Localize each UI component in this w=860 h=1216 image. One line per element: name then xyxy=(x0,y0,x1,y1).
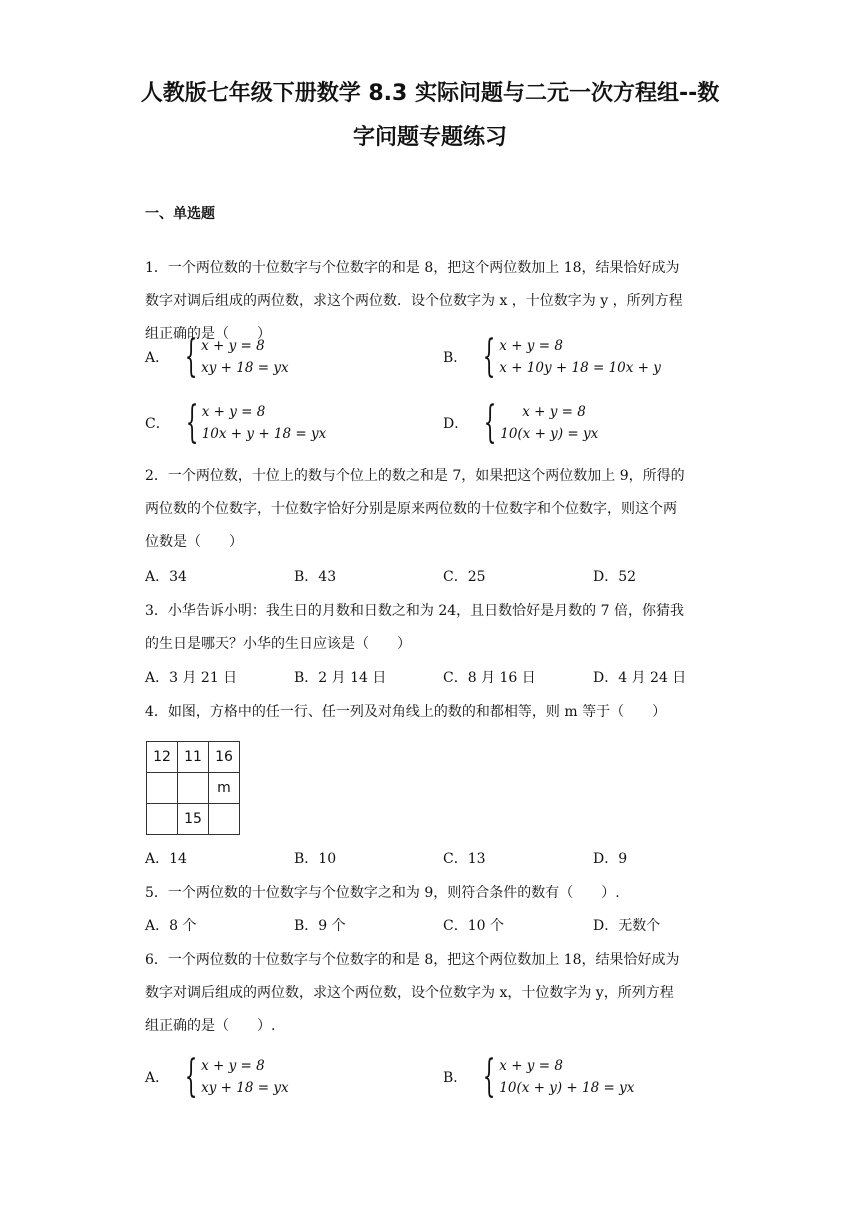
equation: x + y = 8 xyxy=(201,1058,265,1074)
equation-system: { x + y = 8 xy + 18 = yx xyxy=(184,331,289,382)
page-title-line1: 人教版七年级下册数学 8.3 实际问题与二元一次方程组--数 xyxy=(140,81,720,106)
equation: 10(x + y) = yx xyxy=(500,426,599,442)
q2-option-d[interactable]: D．52 xyxy=(593,569,637,585)
q4-option-b[interactable]: B．10 xyxy=(294,851,337,867)
option-label: B． xyxy=(443,350,468,366)
equation-system: { x + y = 8 x + 10y + 18 = 10x + y xyxy=(482,331,661,382)
q3-option-d[interactable]: D．4 月 24 日 xyxy=(593,670,687,686)
magic-square-grid xyxy=(146,741,240,835)
equation: x + y = 8 xyxy=(201,338,265,354)
q4-line1: 4．如图，方格中的任一行、任一列及对角线上的数的和都相等，则 m 等于（ ） xyxy=(145,704,667,720)
q1-option-c[interactable] xyxy=(145,397,327,448)
q6-option-a[interactable] xyxy=(145,1051,289,1102)
q5-option-b[interactable]: B．9 个 xyxy=(294,918,346,934)
q2-line1: 2．一个两位数，十位上的数与个位上的数之和是 7，如果把这个两位数加上 9，所得的 xyxy=(145,468,685,484)
q2-line2: 两位数的个位数字，十位数字恰好分别是原来两位数的十位数字和个位数字，则这个两 xyxy=(145,501,677,517)
q2-option-b[interactable]: B．43 xyxy=(294,569,337,585)
equation-system: { x + y = 8 10(x + y) + 18 = yx xyxy=(482,1051,635,1102)
grid-cell: m xyxy=(209,773,240,804)
q3-line2: 的生日是哪天？小华的生日应该是（ ） xyxy=(145,636,411,652)
q1-line1: 1．一个两位数的十位数字与个位数字的和是 8，把这个两位数加上 18，结果恰好成为 xyxy=(145,260,680,276)
equation-system: { x + y = 8 10(x + y) = yx xyxy=(483,397,599,448)
q2-option-c[interactable]: C．25 xyxy=(443,569,486,585)
q3-option-b[interactable]: B．2 月 14 日 xyxy=(294,670,387,686)
grid-cell: 12 xyxy=(147,742,178,773)
equation: xy + 18 = yx xyxy=(201,360,289,376)
equation: xy + 18 = yx xyxy=(201,1080,289,1096)
option-label: A． xyxy=(145,350,170,366)
equation: x + y = 8 xyxy=(499,338,563,354)
q3-option-c[interactable]: C．8 月 16 日 xyxy=(443,670,536,686)
equation: x + 10y + 18 = 10x + y xyxy=(499,360,661,376)
equation: x + y = 8 xyxy=(499,1058,563,1074)
equation: x + y = 8 xyxy=(201,404,266,420)
grid-cell xyxy=(178,773,209,804)
q3-line1: 3．小华告诉小明：我生日的月数和日数之和为 24，且日数恰好是月数的 7 倍，你猜我 xyxy=(145,603,684,619)
q4-option-a[interactable]: A．14 xyxy=(145,851,187,867)
q6-line2: 数字对调后组成的两位数，求这个两位数，设个位数字为 x，十位数字为 y，所列方程 xyxy=(145,985,674,1001)
q6-line1: 6．一个两位数的十位数字与个位数字的和是 8，把这个两位数加上 18，结果恰好成为 xyxy=(145,952,680,968)
grid-cell xyxy=(209,804,240,835)
equation: 10(x + y) + 18 = yx xyxy=(499,1080,635,1096)
grid-cell: 16 xyxy=(209,742,240,773)
q4-option-c[interactable]: C．13 xyxy=(443,851,486,867)
q1-line3: 组正确的是（ ） xyxy=(145,326,271,342)
equation-system: { x + y = 8 10x + y + 18 = yx xyxy=(185,397,327,448)
option-label: A． xyxy=(145,1070,170,1086)
q3-option-a[interactable]: A．3 月 21 日 xyxy=(145,670,238,686)
equation: 10x + y + 18 = yx xyxy=(201,426,327,442)
option-label: C． xyxy=(145,416,170,432)
grid-cell xyxy=(147,804,178,835)
grid-cell xyxy=(147,773,178,804)
grid-cell: 15 xyxy=(178,804,209,835)
q6-option-b[interactable] xyxy=(443,1051,635,1102)
q1-line2: 数字对调后组成的两位数，求这个两位数．设个位数字为 x ，十位数字为 y ，所列方程 xyxy=(145,293,683,309)
q5-option-a[interactable]: A．8 个 xyxy=(145,918,197,934)
equation: x + y = 8 xyxy=(522,404,586,420)
q5-line1: 5．一个两位数的十位数字与个位数字之和为 9，则符合条件的数有（ ）. xyxy=(145,885,620,901)
page-title-line2: 字问题专题练习 xyxy=(352,125,507,150)
q2-option-a[interactable]: A．34 xyxy=(145,569,187,585)
q2-line3: 位数是（ ） xyxy=(145,534,243,550)
option-label: D． xyxy=(443,416,469,432)
section-heading: 一、单选题 xyxy=(145,206,215,222)
q5-option-d[interactable]: D．无数个 xyxy=(593,918,661,934)
q5-option-c[interactable]: C．10 个 xyxy=(443,918,504,934)
q1-option-d[interactable] xyxy=(443,397,599,448)
grid-cell: 11 xyxy=(178,742,209,773)
q6-line3: 组正确的是（ ）. xyxy=(145,1018,276,1034)
equation-system: { x + y = 8 xy + 18 = yx xyxy=(184,1051,289,1102)
option-label: B． xyxy=(443,1070,468,1086)
q4-option-d[interactable]: D．9 xyxy=(593,851,628,867)
q1-option-b[interactable] xyxy=(443,331,661,382)
